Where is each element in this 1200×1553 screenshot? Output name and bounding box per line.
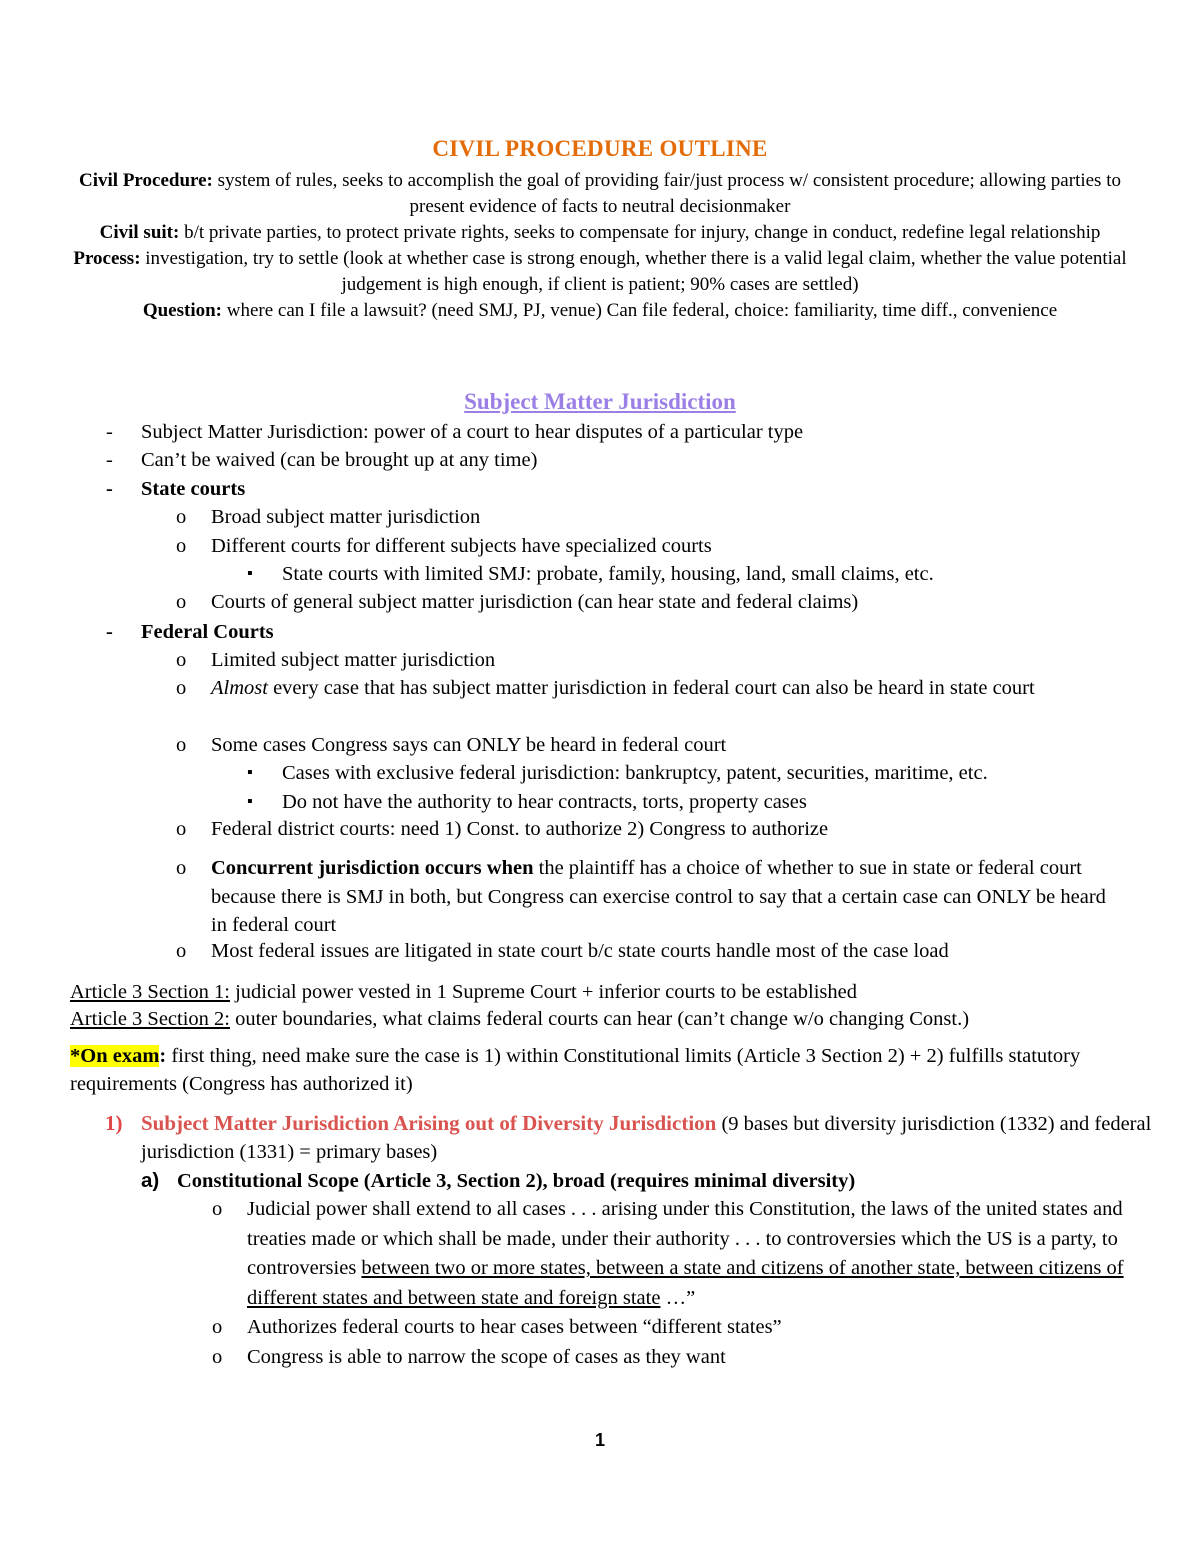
circle-bullet: o — [176, 857, 187, 879]
definition-question — [70, 298, 1130, 324]
list-item: o Authorizes federal courts to hear cases between “different states” — [105, 1313, 1155, 1343]
square-bullet: ▪ — [247, 793, 253, 810]
list-item-text: Concurrent jurisdiction occurs when the plaintiff has a choice of whether to sue in state or federal court because there is SMJ in both, but Congress can exercise control to say that a certain case can ONLY be heard in federal court — [211, 857, 1106, 936]
list-item-text: Federal district courts: need 1) Const. to authorize 2) Congress to authorize — [211, 818, 829, 840]
term-label: Question: — [142, 300, 223, 321]
list-item: o Judicial power shall extend to all cases . . . arising under this Constitution, the laws of the united states and treaties made or which shall be made, under their authority . . . to controversies which the US is a party, to controversies between two or more states, between a state and citizens of another state, between citizens of different states and between state and foreign state …” — [105, 1195, 1155, 1313]
list-heading-state-courts: State courts — [141, 478, 246, 500]
list-item-text: Courts of general subject matter jurisdiction (can hear state and federal claims) — [211, 591, 859, 613]
list-item-text: Can’t be waived (can be brought up at any time) — [141, 449, 538, 471]
circle-bullet: o — [176, 535, 187, 557]
dash-bullet: - — [106, 449, 113, 471]
subsection-title: Constitutional Scope (Article 3, Section 2), broad (requires minimal diversity) — [177, 1170, 856, 1192]
section-heading-smj: Subject Matter Jurisdiction — [464, 389, 736, 414]
list-item-text: Most federal issues are litigated in state court b/c state courts handle most of the case load — [211, 940, 949, 962]
dash-bullet: - — [106, 421, 113, 443]
article-label: Article 3 Section 2: — [70, 1008, 230, 1030]
bold-term: Concurrent jurisdiction occurs when — [211, 857, 534, 879]
list-item — [176, 674, 1116, 702]
subsection-heading — [105, 1167, 1155, 1195]
circle-bullet: o — [176, 818, 187, 840]
list-item: o Congress is able to narrow the scope of cases as they want — [105, 1343, 1155, 1373]
definition-process — [70, 246, 1130, 298]
circle-bullet: o — [176, 506, 187, 528]
circle-bullet: o — [212, 1198, 223, 1220]
circle-bullet: o — [212, 1345, 223, 1368]
subsection-number: a) — [141, 1169, 160, 1192]
term-label: Civil Procedure: — [79, 170, 213, 191]
term-label: Civil suit: — [99, 222, 180, 243]
section-diversity-jurisdiction — [105, 1109, 1155, 1372]
dash-bullet: - — [106, 478, 113, 500]
list-item-text: Different courts for different subjects have specialized courts — [211, 535, 712, 557]
definition-text: b/t private parties, to protect private rights, seeks to compensate for injury, change in conduct, redefine legal relationship — [179, 222, 1101, 243]
intro-definitions — [70, 168, 1130, 324]
definition-text: where can I file a lawsuit? (need SMJ, PJ, venue) Can file federal, choice: familiarity, time diff., convenience — [222, 300, 1058, 321]
exam-highlight-label: *On exam — [70, 1045, 160, 1067]
definition-text: system of rules, seeks to accomplish the goal of providing fair/just process w/ consistent procedure; allowing parties to present evidence of facts to neutral decisionmaker — [212, 170, 1121, 217]
page-number: 1 — [594, 1430, 605, 1450]
definition-civil-procedure — [70, 168, 1130, 220]
exam-note: *On exam: first thing, need make sure the case is 1) within Constitutional limits (Article 3 Section 2) + 2) fulfills statutory requirements (Congress has authorized it) — [70, 1045, 1081, 1095]
article-label: Article 3 Section 1: — [70, 981, 230, 1003]
definition-text: investigation, try to settle (look at whether case is strong enough, whether there is a valid legal claim, whether the value potential judgement is high enough, if client is patient; 90% cases are settled) — [140, 248, 1127, 295]
article-3-section-1: Article 3 Section 1: judicial power vested in 1 Supreme Court + inferior courts to be established — [70, 981, 857, 1003]
definition-civil-suit — [70, 220, 1130, 246]
section-number: 1) — [105, 1111, 123, 1135]
circle-bullet: o — [212, 1316, 223, 1338]
section-heading: 1) Subject Matter Jurisdiction Arising out of Diversity Jurisdiction (9 bases but diversity jurisdiction (1332) and federal jurisdiction (1331) = primary bases) — [105, 1111, 1152, 1163]
list-item — [176, 854, 1126, 940]
list-item-text: Almost every case that has subject matter jurisdiction in federal court can also be heard in state court — [211, 677, 1035, 699]
underlined-text: between two or more states, between a state and citizens of another state, between citizens of different states and between state and foreign state — [247, 1257, 1124, 1309]
list-item-text: Cases with exclusive federal jurisdiction: bankruptcy, patent, securities, maritime, etc. — [282, 762, 988, 784]
article-3-section-2: Article 3 Section 2: outer boundaries, what claims federal courts can hear (can’t change w/o changing Const.) — [70, 1008, 970, 1030]
emphasis-text: Almost — [211, 677, 268, 699]
list-item-text: State courts with limited SMJ: probate, family, housing, land, small claims, etc. — [282, 563, 934, 585]
term-label: Process: — [73, 248, 141, 269]
list-item-text: Subject Matter Jurisdiction: power of a court to hear disputes of a particular type — [141, 421, 804, 443]
circle-bullet: o — [176, 940, 187, 962]
list-item-text: Some cases Congress says can ONLY be heard in federal court — [211, 734, 727, 756]
circle-bullet: o — [176, 649, 187, 671]
list-item-text: Broad subject matter jurisdiction — [211, 506, 481, 528]
list-heading-federal-courts: Federal Courts — [141, 621, 274, 643]
list-item-text: Do not have the authority to hear contracts, torts, property cases — [282, 791, 807, 813]
circle-bullet: o — [176, 591, 187, 613]
square-bullet: ▪ — [247, 565, 253, 582]
circle-bullet: o — [176, 677, 187, 699]
section-title: Subject Matter Jurisdiction Arising out of Diversity Jurisdiction — [141, 1111, 717, 1135]
document-title: CIVIL PROCEDURE OUTLINE — [432, 136, 768, 161]
dash-bullet: - — [106, 621, 113, 643]
circle-bullet: o — [176, 734, 187, 756]
list-item-text: Limited subject matter jurisdiction — [211, 649, 496, 671]
square-bullet: ▪ — [247, 764, 253, 781]
